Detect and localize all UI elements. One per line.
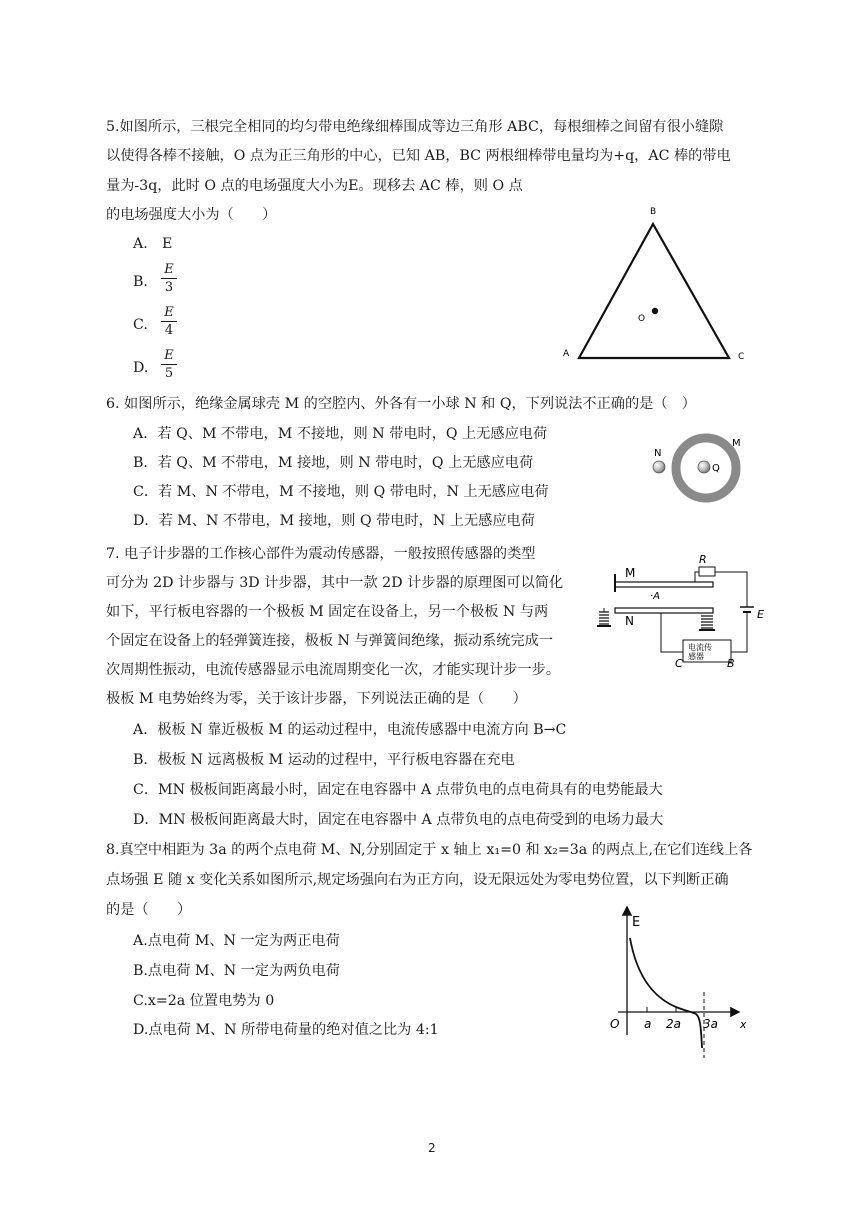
fraction-denominator: 5	[164, 366, 174, 381]
tick-label-3a: 3a	[703, 1017, 718, 1031]
q6-option-b: B．若 Q、M 不带电，M 接地，则 N 带电时，Q 上无感应电荷	[133, 455, 534, 471]
fraction-numerator: E	[164, 305, 174, 320]
wire-m-to-r	[695, 572, 699, 582]
fraction-denominator: 4	[164, 323, 174, 338]
q5-stem-line-4: 的电场强度大小为（ ）	[106, 207, 277, 223]
sensor-label-line-2: 感器	[688, 652, 704, 661]
point-o	[652, 308, 658, 314]
q6-option-a: A．若 Q、M 不带电，M 不接地，则 N 带电时，Q 上无感应电荷	[133, 426, 548, 442]
plate-m	[615, 582, 713, 587]
q5-option-d-fraction	[161, 348, 177, 381]
ball-n	[653, 461, 665, 473]
label-b: B	[727, 657, 735, 670]
q6-option-c: C．若 M、N 不带电，M 不接地，则 Q 带电时，N 上无感应电荷	[133, 484, 549, 500]
ball-q	[698, 461, 710, 473]
spring-right	[701, 616, 713, 628]
fraction-bar	[161, 364, 177, 365]
q7-stem-line-6: 极板 M 电势始终为零，关于该计步器，下列说法正确的是（ ）	[106, 691, 527, 707]
wire-n-to-c	[661, 613, 683, 652]
tick-label-2a: 2a	[666, 1017, 681, 1031]
q7-option-a: A．极板 N 靠近极板 M 的运动过程中，电流传感器中电流方向 B→C	[133, 722, 567, 738]
label-a: A	[563, 349, 570, 359]
q8-stem-line-1: 8.真空中相距为 3a 的两个点电荷 M、N,分别固定于 x 轴上 x₁=0 和 x₂=3a 的两点上,在它们连线上各	[106, 842, 753, 858]
field-curve	[630, 938, 702, 1048]
q5-stem-line-1: 5.如图所示，三根完全相同的均匀带电绝缘细棒围成等边三角形 ABC，每根细棒之间留有很小缝隙	[106, 119, 724, 135]
q8-stem-line-2: 点场强 E 随 x 变化关系如图所示,规定场强向右为正方向，设无限远处为零电势位置，以下判断正确	[106, 872, 729, 888]
q5-option-b-fraction	[161, 262, 177, 295]
q5-triangle-figure	[555, 200, 755, 370]
label-n: N	[625, 614, 634, 628]
q7-stem-line-3: 如下，平行板电容器的一个极板 M 固定在设备上，另一个极板 N 与两	[106, 604, 549, 620]
q7-stem-line-1: 7. 电子计步器的工作核心部件为震动传感器，一般按照传感器的类型	[106, 546, 536, 562]
label-r: R	[699, 553, 707, 566]
label-m: M	[732, 438, 741, 449]
q5-option-c-label: C.	[133, 317, 148, 333]
q6-stem: 6. 如图所示，绝缘金属球壳 M 的空腔内、外各有一小球 N 和 Q，下列说法不正确的是（ ）	[106, 396, 696, 412]
label-origin: O	[610, 1017, 620, 1031]
q5-stem-line-3: 量为-3q，此时 O 点的电场强度大小为E。现移去 AC 棒，则 O 点	[106, 178, 523, 194]
wire-battery-to-b	[731, 612, 747, 652]
q7-stem-line-5: 次周期性振动，电流传感器显示电流周期变化一次，才能实现计步一步。	[106, 662, 561, 678]
q5-option-d-label: D.	[133, 360, 149, 376]
label-q: Q	[712, 463, 720, 474]
q7-stem-line-4: 个固定在设备上的轻弹簧连接，极板 N 与弹簧间绝缘，振动系统完成一	[106, 633, 554, 649]
q8-option-a: A.点电荷 M、N 一定为两正电荷	[133, 933, 340, 949]
q5-stem-line-2: 以使得各棒不接触，O 点为正三角形的中心，已知 AB，BC 两根细棒带电量均为+q，AC 棒的带电	[106, 148, 731, 164]
label-o: O	[638, 314, 646, 324]
resistor-r	[699, 567, 715, 576]
fraction-bar	[161, 278, 177, 279]
fraction-bar	[161, 321, 177, 322]
page-number: 2	[428, 1141, 436, 1155]
q7-stem-line-2: 可分为 2D 计步器与 3D 计步器，其中一款 2D 计步器的原理图可以简化	[106, 575, 564, 591]
q5-option-a: A. E	[133, 236, 173, 252]
q8-option-c: C.x=2a 位置电势为 0	[133, 993, 275, 1009]
q8-stem-line-3: 的是（ ）	[106, 902, 192, 918]
label-m: M	[625, 566, 636, 580]
q6-option-d: D．若 M、N 不带电，M 接地，则 Q 带电时，N 上无感应电荷	[133, 513, 535, 529]
label-e-axis: E	[632, 915, 641, 930]
tick-label-a: a	[644, 1017, 652, 1031]
fraction-numerator: E	[164, 348, 174, 363]
label-c: C	[675, 657, 683, 670]
q7-circuit-figure	[595, 552, 775, 672]
label-e: E	[757, 608, 764, 621]
sensor-label-line-1: 电流传	[688, 643, 712, 652]
plate-n	[615, 608, 713, 613]
q5-option-b-label: B.	[133, 274, 148, 290]
triangle-abc	[579, 224, 729, 358]
q8-option-d: D.点电荷 M、N 所带电荷量的绝对值之比为 4:1	[133, 1022, 439, 1038]
wire-r-to-battery	[715, 572, 747, 607]
label-c: C	[738, 352, 745, 362]
q5-option-c-fraction	[161, 305, 177, 338]
spring-left	[599, 612, 609, 624]
label-b: B	[650, 207, 657, 217]
q7-option-c: C．MN 极板间距离最小时，固定在电容器中 A 点带负电的点电荷具有的电势能最大	[133, 782, 663, 798]
label-point-a: ·A	[650, 591, 661, 602]
label-x-axis: x	[740, 1018, 747, 1031]
q7-option-b: B．极板 N 远离极板 M 运动的过程中，平行板电容器在充电	[133, 752, 515, 768]
q7-option-d: D．MN 极板间距离最大时，固定在电容器中 A 点带负电的点电荷受到的电场力最大	[133, 812, 664, 828]
q6-shell-figure	[640, 428, 760, 518]
label-n: N	[654, 448, 662, 459]
fraction-denominator: 3	[164, 280, 174, 295]
fraction-numerator: E	[164, 262, 174, 277]
q8-option-b: B.点电荷 M、N 一定为两负电荷	[133, 963, 340, 979]
q8-field-graph	[600, 900, 760, 1065]
